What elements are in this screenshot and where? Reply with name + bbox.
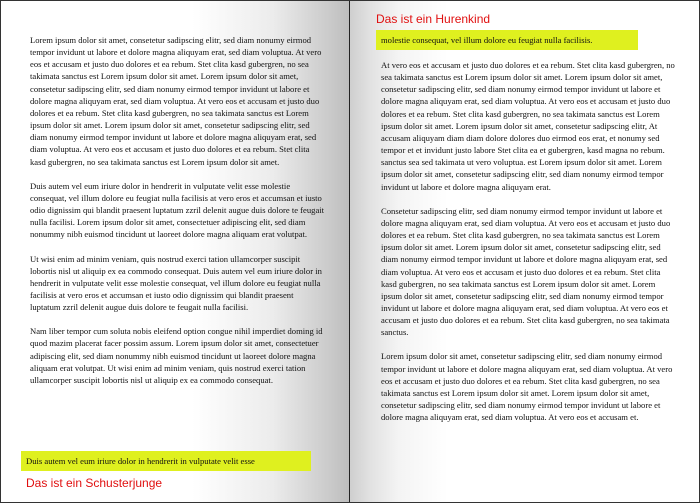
widow-line-highlight: molestie consequat, vel illum dolore eu feugiat nulla facilisis. (376, 30, 638, 50)
left-paragraph-3: Ut wisi enim ad minim veniam, quis nostrud exerci tation ullamcorper suscipit lobortis nisl ut aliquip ex ea commodo consequat. Duis autem vel eum iriure dolor in hendrerit in vulputate velit esse molestie consequat, vel illum dolore eu feugiat nulla facilisis at vero eros et accumsan et iusto odio dignissim qui blandit praesent luptatum zzril delenit augue duis dolore te feugait nulla facilisi. (30, 253, 322, 313)
orphan-line-highlight: Duis autem vel eum iriure dolor in hendrerit in vulputate velit esse (21, 451, 311, 471)
right-paragraph-1: At vero eos et accusam et justo duo dolores et ea rebum. Stet clita kasd gubergren, no sea takimata sanctus est Lorem ipsum dolor sit amet. Lorem ipsum dolor sit amet, consetetur sadipscing elitr, sed diam nonumy eirmod tempor invidunt ut labore et dolore magna aliquyam erat, sed diam voluptua. At vero eos et accusam et justo duo dolores et ea rebum. Stet clita kasd gubergren, no sea takimata sanctus est Lorem ipsum dolor sit amet. Lorem ipsum dolor sit amet, consetetur sadipscing elitr, At accusam aliquyam diam diam dolore dolores duo eirmod eos erat, et nonumy sed tempor et et invidunt justo labore Stet clita ea et gubergren, kasd magna no rebum. sanctus sea sed takimata ut vero voluptua. est Lorem ipsum dolor sit amet. Lorem ipsum dolor sit amet, consetetur sadipscing elitr, sed diam nonumy eirmod tempor invidunt ut labore et dolore magna aliquyam erat. (381, 60, 675, 192)
right-paragraph-3: Lorem ipsum dolor sit amet, consetetur sadipscing elitr, sed diam nonumy eirmod tempor invidunt ut labore et dolore magna aliquyam erat, sed diam voluptua. At vero eos et accusam et justo duo dolores et ea rebum. Stet clita kasd gubergren, no sea takimata sanctus est Lorem ipsum dolor sit amet. Lorem ipsum dolor sit amet, consetetur sadipscing elitr, sed diam nonumy eirmod tempor invidunt ut labore et dolore magna aliquyam erat, sed diam voluptua. At vero eos et accusam et. (381, 351, 673, 423)
right-page (350, 1, 699, 502)
left-paragraph-2: Duis autem vel eum iriure dolor in hendrerit in vulputate velit esse molestie consequat, vel illum dolore eu feugiat nulla facilisis at vero eros et accumsan et iusto odio dignissim qui blandit praesent luptatum zzril delenit augue duis dolore te feugait nulla facilisi. Lorem ipsum dolor sit amet, consectetuer adipiscing elit, sed diam nonummy nibh euismod tincidunt ut laoreet dolore magna aliquam erat volutpat. (30, 180, 325, 240)
left-paragraph-1: Lorem ipsum dolor sit amet, consetetur sadipscing elitr, sed diam nonumy eirmod tempor invidunt ut labore et dolore magna aliquyam erat, sed diam voluptua. At vero eos et accusam et justo duo dolores et ea rebum. Stet clita kasd gubergren, no sea takimata sanctus est Lorem ipsum dolor sit amet. Lorem ipsum dolor sit amet, consetetur sadipscing elitr, sed diam nonumy eirmod tempor invidunt ut labore et dolore magna aliquyam erat, sed diam voluptua. At vero eos et accusam et justo duo dolores et ea rebum. Stet clita kasd gubergren, no sea takimata sanctus est Lorem ipsum dolor sit amet. Lorem ipsum dolor sit amet, consetetur sadipscing elitr, sed diam nonumy eirmod tempor invidunt ut labore et dolore magna aliquyam erat, sed diam voluptua. At vero eos et accusam et justo duo dolores et ea rebum. Stet clita kasd gubergren, no sea takimata sanctus est Lorem ipsum dolor sit amet. (30, 35, 322, 167)
right-page-body (381, 59, 677, 435)
left-page-body (30, 34, 326, 398)
left-page (1, 1, 350, 502)
right-paragraph-2: Consetetur sadipscing elitr, sed diam nonumy eirmod tempor invidunt ut labore et dolore magna aliquyam erat, sed diam voluptua. At vero eos et accusam et justo duo dolores et ea rebum. Stet clita kasd gubergren, no sea takimata sanctus est Lorem ipsum dolor sit amet. Lorem ipsum dolor sit amet, consetetur sadipscing elitr, sed diam nonumy eirmod tempor invidunt ut labore et dolore magna aliquyam erat, sed diam voluptua. At vero eos et accusam et justo duo dolores et ea rebum. Stet clita kasd gubergren, no sea takimata sanctus est Lorem ipsum dolor sit amet. Lorem ipsum dolor sit amet, consetetur sadipscing elitr, sed diam nonumy eirmod tempor invidunt ut labore et dolore magna aliquyam erat, sed diam voluptua. At vero eos et accusam et justo duo dolores et ea rebum. Stet clita kasd gubergren, no sea takimata sanctus. (381, 205, 671, 338)
widow-label: Das ist ein Hurenkind (376, 12, 491, 26)
left-paragraph-4: Nam liber tempor cum soluta nobis eleifend option congue nihil imperdiet doming id quod mazim placerat facer possim assum. Lorem ipsum dolor sit amet, consectetuer adipiscing elit, sed diam nonummy nibh euismod tincidunt ut laoreet dolore magna aliquam erat volutpat. Ut wisi enim ad minim veniam, quis nostrud exerci tation ullamcorper suscipit lobortis nisl ut aliquip ex ea commodo consequat. (30, 326, 323, 385)
orphan-label: Das ist ein Schusterjunge (26, 476, 163, 490)
